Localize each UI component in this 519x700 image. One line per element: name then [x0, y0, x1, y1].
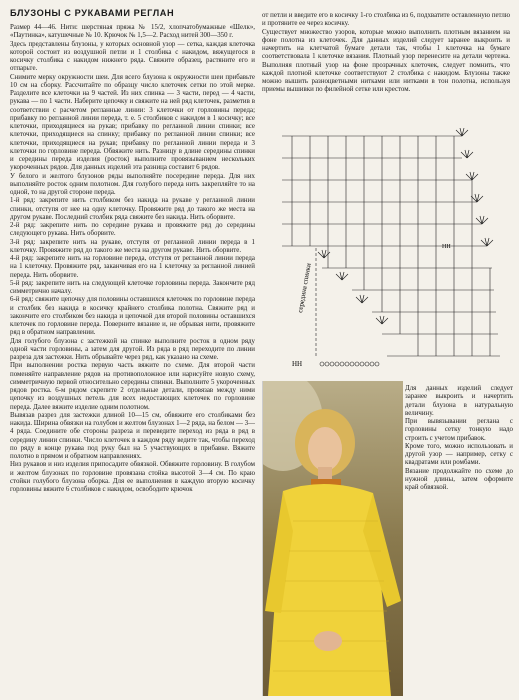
instructions-column-left — [10, 24, 255, 696]
paragraph: У белого и желтого блузонов ряды выполняйте посередине переда. Для них выполняйте росток одним полотном. Для голубого переда нить закрепляйте то на одной, то на другой стороне переда. — [10, 172, 255, 196]
paragraph: Вывязав разрез для застежки длиной 10—15 см, обвяжите его столбиками без накида. Ширина обвязки на голубом и желтом блузонах 1—2 ряда, на белом — 3—4 ряда. Соедините обе стороны разреза и переведите переход из ряда в ряд в середину линии спинки. Число клеточек в каждом ряду ведите так, чтобы переход по ряду в конце рукава под руку был на 5 участвующих в прибавке. Вяжите полотно в прямом и обратном направлениях. — [10, 411, 255, 460]
start-label: НН — [292, 360, 303, 368]
paragraph: 4-й ряд: закрепите нить на горловине переда, отступя от регланной линии переда на 1 клеточку. Провяжите ряд, заканчивая его на 1 клеточку за регланной линией переда. Нить оборвите. — [10, 255, 255, 279]
model-photo — [262, 381, 403, 696]
start-label-2: НН — [442, 244, 451, 250]
paragraph: Вязание продолжайте по схеме до нужной длины, затем оформите край обвязкой. — [405, 467, 513, 491]
paragraph: Снимите мерку окружности шеи. Для всего блузона к окружности шеи прибавьте 10 см на сборку. Рассчитайте по образцу число клеточек сетки по этой мерке. Разделите все клеточки на 9 частей. Из них спинка — 3 части, перед — 4 части, рукава — по 1 части. Наберите цепочку и свяжите на ней ряд клеточек, разметив в соответствии с расчетом регланные линии: 3 клеточки от горловины переда; прибавку по регланной линии переда, т. е. 5 столбиков с накидом в 1 косичку; все клеточки, приходящиеся на рукав; прибавку по регланной линии спинки; все клеточки, приходящиеся на спинку; прибавку по регланной линии спинки; все клеточки, приходящиеся на рукав; прибавку по регланной линии переда и 3 клеточки по горловине переда. Обвяжите нить. Разницу в длине середины спинки и середины переда изделия (росток) выполните провязыванием нескольких укороченных рядов. Для данных изделий эта разница составит 6 рядов. — [10, 73, 255, 172]
paragraph: Существует множество узоров, которые можно выполнить плотным вязанием на фоне полотна из клеточек. Для данных изделий следует заранее выкроить и начертить на клетчатой бумаге детали так, чтобы 1 клеточка на бумаге соответствовала 1 клеточке вязания. Плотный узор перенесите на детали чертежа. Выполняя плотный узор на фоне прозрачных клеточек, следует помнить, что каждой плотной клеточке соответствуют 2 столбика с накидом. Блузоны также можно вышить разноцветными нитками или нитками в тон полотна, используя приемы вышивки по филейной сетке или крестом. — [262, 28, 510, 94]
paragraph: При выполнении ростка первую часть вяжите по схеме. Для второй части поменяйте направление рядов на противоположное или нарисуйте новую схему, симметричную первой относительно середины спинки. Выполните 5 укороченных рядов ростка. 6-м рядом скрепите 2 отдельные детали, провязав между ними цепочку из воздушных петель для всех недостающих клеточек по горловине переда. Далее вяжите изделие одним полотном. — [10, 362, 255, 411]
paragraph: При вывязывании реглана с горловины сетку тонкую надо строить с учетом прибавок. — [405, 418, 513, 442]
paragraph: 5-й ряд: закрепите нить на следующей клеточке горловины переда. Закончите ряд симметрично началу. — [10, 279, 255, 295]
mesh-rows — [282, 136, 500, 356]
woman-in-yellow-blouse-photo-icon — [263, 381, 403, 696]
paragraph: Низ рукавов и низ изделия припосадите обвязкой. Обвяжите горловину. В голубом и желтом блузонах по горловине провязана стойка высотой 3—4 см. По краю стойки голубого блузона оборка. Для ее выполнения в каждую вторую косичку горловины вяжите 6 столбиков с накидом, освободите крючок — [10, 461, 255, 493]
crochet-chart-diagram — [262, 128, 510, 374]
raglan-fans — [318, 128, 493, 324]
paragraph: 1-й ряд: закрепите нить столбиком без накида на рукаве у регланной линии спинки, отступя от нее на одну клеточку. Провяжите ряд до такого же места на другом рукаве. Последний столбик ряда свяжите без накида. Нить оборвите. — [10, 197, 255, 221]
paragraph: Здесь представлены блузоны, у которых основной узор — сетка, каждая клеточка которой состоит из воздушной петли и 1 столбика с накидом, вяжущегося в косичку столбика с накидом нижнего ряда. Свяжите образец, растяните его и отпарьте. — [10, 40, 255, 73]
paragraph: 6-й ряд: свяжите цепочку для половины оставшихся клеточек по горловине переда и столбик без накида в косичку крайнего столбика полотна. Свяжите ряд и закончите его столбиком без накида и цепочкой для второй половины оставшихся клеточек по горловине переда. Поверните вязание и, не обрывая нити, провяжите ряд в обратном направлении. — [10, 296, 255, 337]
crochet-chart-svg — [262, 128, 510, 374]
instructions-column-right-top — [262, 12, 510, 124]
paragraph: 2-й ряд: закрепите нить по середине рукава и провяжите ряд до середины следующего рукава. Нить оборвите. — [10, 222, 255, 238]
paragraph: Для данных изделий следует заранее выкроить и начертить детали блузона в натуральную величину. — [405, 385, 513, 417]
spine-label: середина спинки — [296, 262, 313, 314]
paragraph: Для голубого блузона с застежкой на спинке выполните росток в одном ряду одной части горловины, а затем для другой. Из ряда в ряд переходите по линии разреза для застежки. Нить обрывайте через ряд, как указано на схеме. — [10, 337, 255, 361]
instructions-column-right-bottom — [405, 385, 513, 696]
paragraph: от петли и введите его в косичку 1-го столбика из 6, подхватите оставленную петлю и протяните ее через косичку. — [262, 12, 510, 28]
paragraph: Кроме того, можно использовать и другой узор — например, сетку с квадратами или ромбами. — [405, 442, 513, 467]
paragraph: Размер 44—46. Нити: шерстяная пряжа № 15/2, хлопчатобумажные «Шелк», «Паутинка», катушечные № 10. Крючок № 1,5—2. Расход нитей 300—350 г. — [10, 24, 255, 40]
chain-start — [320, 362, 379, 366]
paragraph: 3-й ряд: закрепите нить на рукаве, отступя от регланной линии переда в 1 клеточку. Провяжите ряд до такого же места на другом рукаве. Нить оборвите. — [10, 238, 255, 254]
page-title: БЛУЗОНЫ С РУКАВАМИ РЕГЛАН — [10, 8, 175, 18]
